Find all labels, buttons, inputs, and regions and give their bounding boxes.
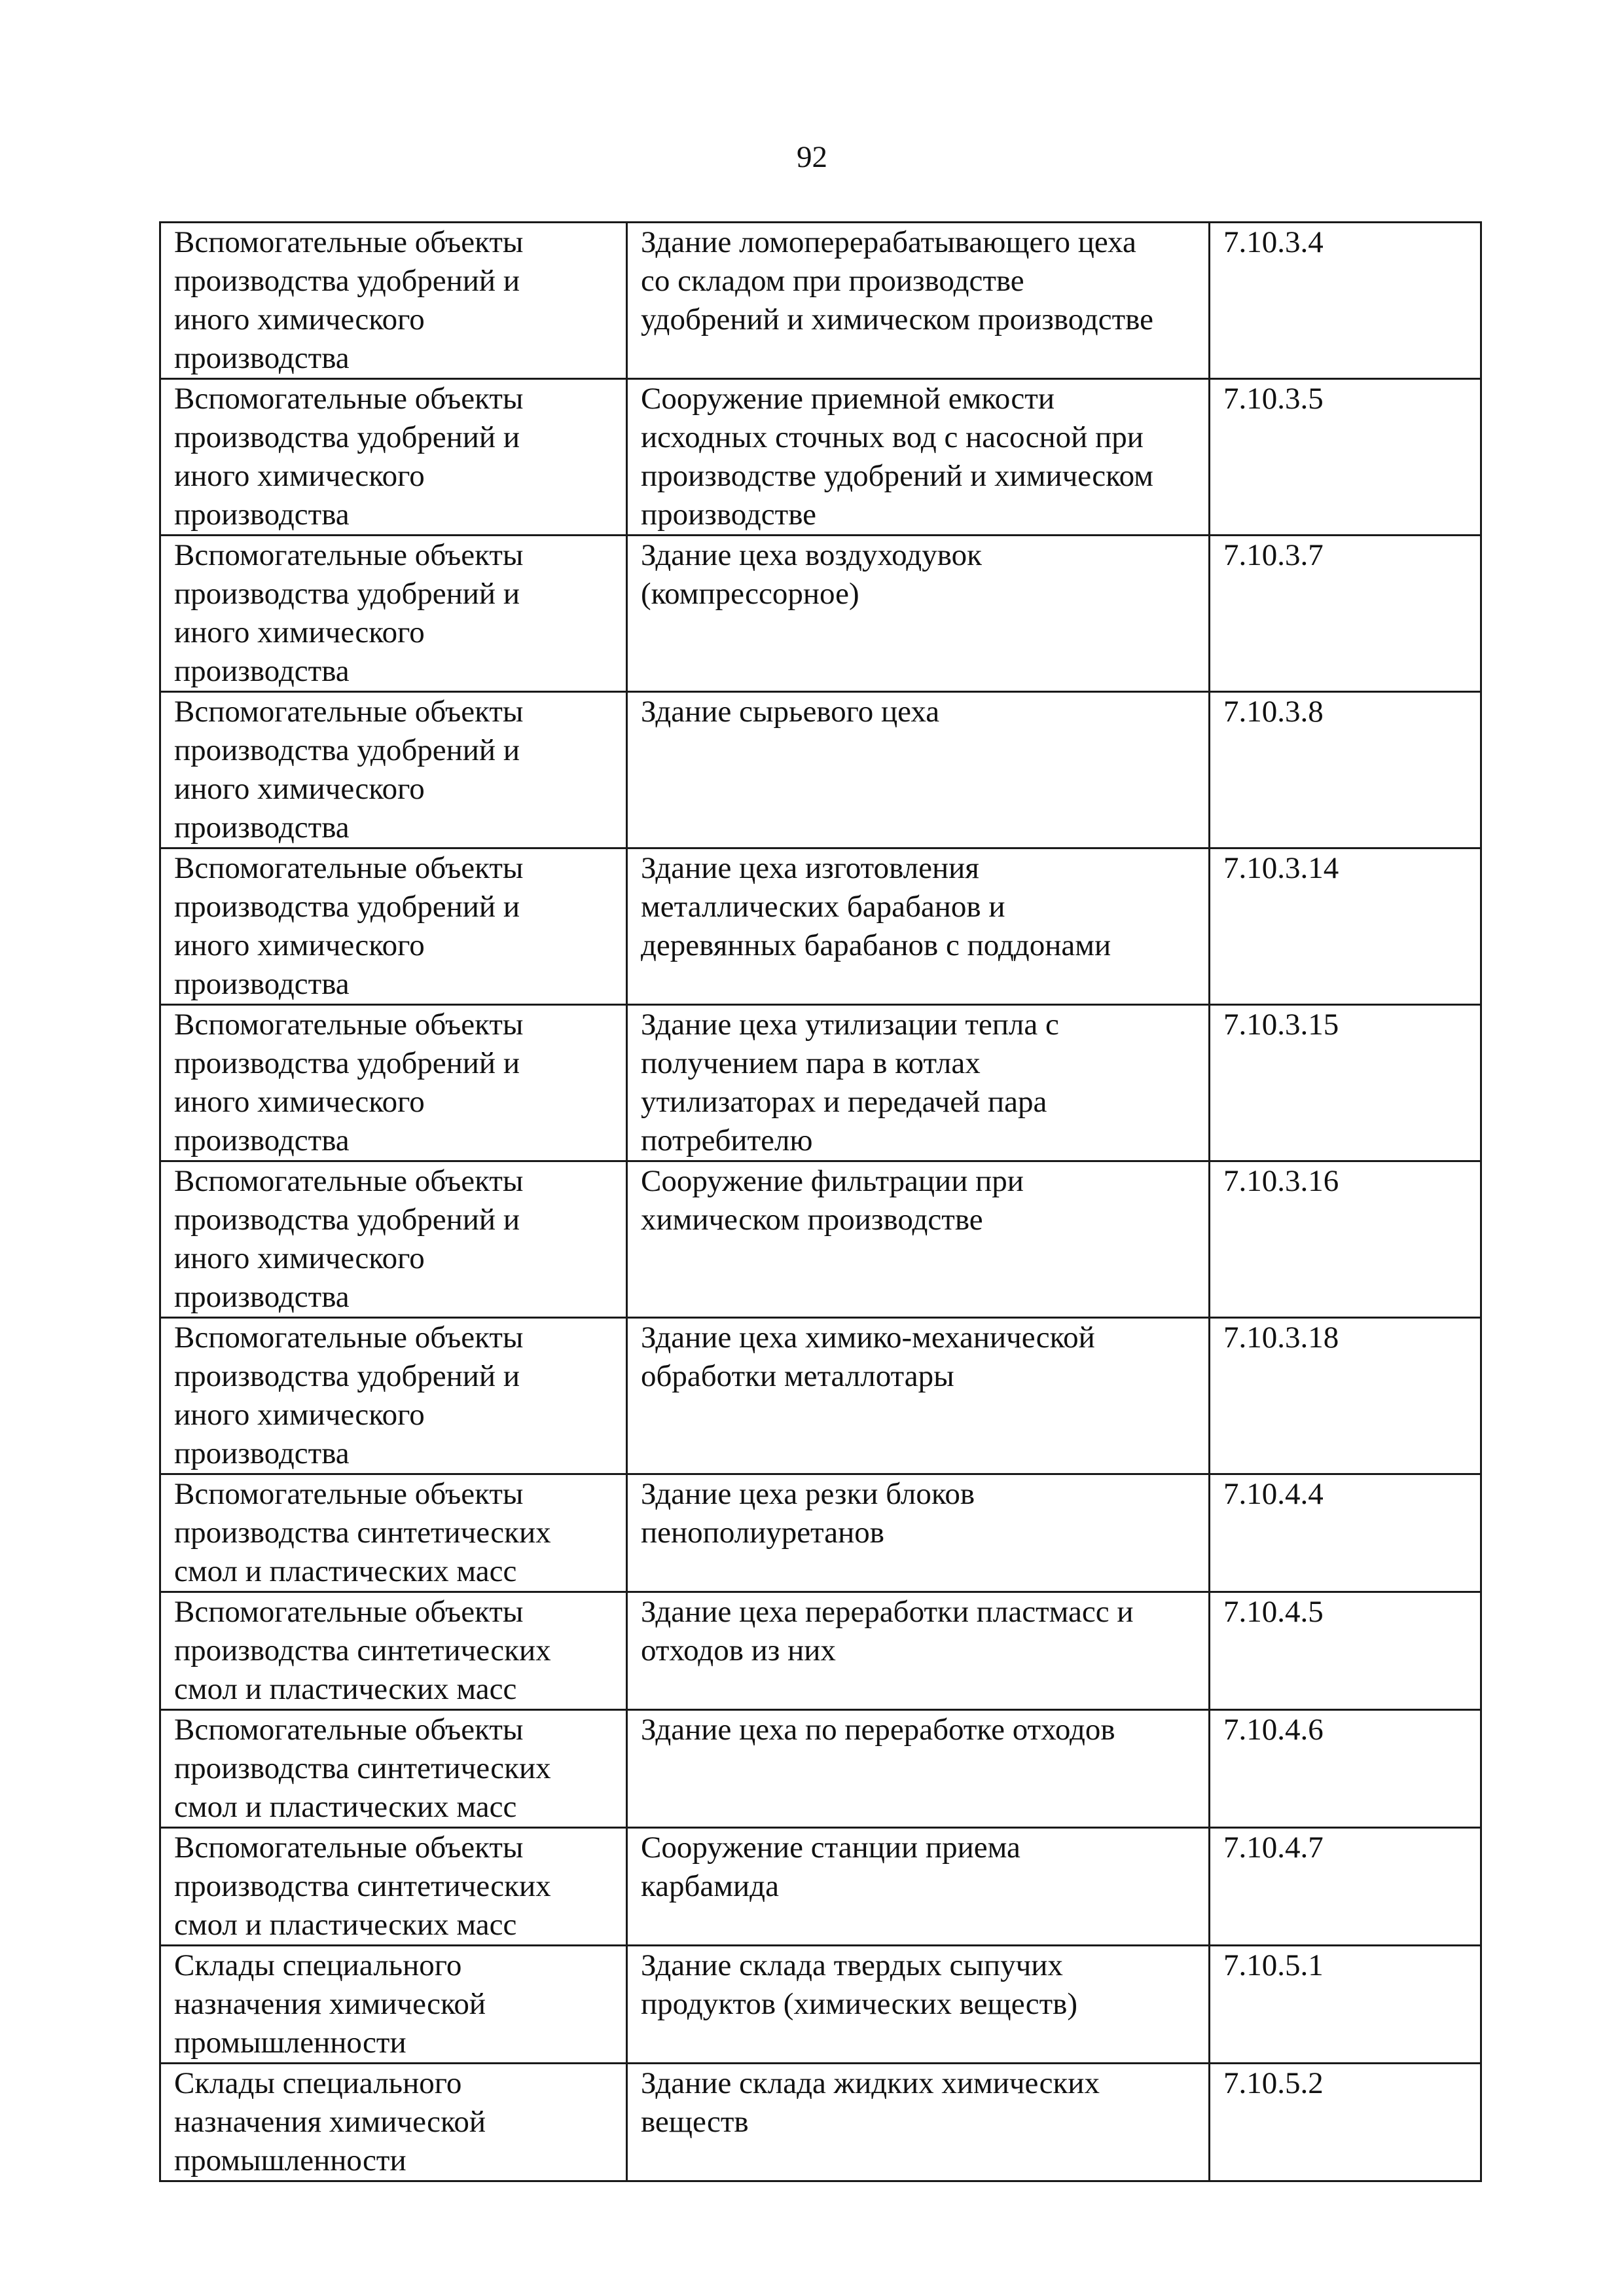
table-body bbox=[160, 223, 1481, 2181]
table-row bbox=[160, 1946, 1481, 2064]
table-row bbox=[160, 379, 1481, 536]
code-cell: 7.10.4.4 bbox=[1210, 1474, 1481, 1592]
table-row bbox=[160, 1592, 1481, 1710]
page-number: 92 bbox=[797, 140, 827, 174]
objects-table bbox=[159, 221, 1482, 2182]
object-cell: Сооружение приемной емкости исходных сточных вод с насосной при производстве удобрений и химическом производстве bbox=[627, 379, 1210, 536]
code-cell: 7.10.4.6 bbox=[1210, 1710, 1481, 1828]
table-row bbox=[160, 1474, 1481, 1592]
table-row bbox=[160, 536, 1481, 692]
category-cell: Вспомогательные объекты производства удобрений и иного химического производства bbox=[160, 379, 627, 536]
category-cell: Вспомогательные объекты производства удобрений и иного химического производства bbox=[160, 536, 627, 692]
category-cell: Вспомогательные объекты производства удобрений и иного химического производства bbox=[160, 692, 627, 848]
category-cell: Вспомогательные объекты производства синтетических смол и пластических масс bbox=[160, 1828, 627, 1946]
object-cell: Здание цеха химико-механической обработки металлотары bbox=[627, 1318, 1210, 1474]
object-cell: Здание цеха резки блоков пенополиуретанов bbox=[627, 1474, 1210, 1592]
object-cell: Здание цеха воздуходувок (компрессорное) bbox=[627, 536, 1210, 692]
object-cell: Сооружение станции приема карбамида bbox=[627, 1828, 1210, 1946]
object-cell: Здание цеха переработки пластмасс и отходов из них bbox=[627, 1592, 1210, 1710]
object-cell: Здание склада жидких химических веществ bbox=[627, 2064, 1210, 2181]
category-cell: Вспомогательные объекты производства удобрений и иного химического производства bbox=[160, 1005, 627, 1161]
object-cell: Здание цеха изготовления металлических барабанов и деревянных барабанов с поддонами bbox=[627, 848, 1210, 1005]
category-cell: Вспомогательные объекты производства синтетических смол и пластических масс bbox=[160, 1710, 627, 1828]
category-cell: Склады специального назначения химической промышленности bbox=[160, 1946, 627, 2064]
object-cell: Здание ломоперерабатывающего цеха со складом при производстве удобрений и химическом производстве bbox=[627, 223, 1210, 379]
object-cell: Здание цеха утилизации тепла с получением пара в котлах утилизаторах и передачей пара потребителю bbox=[627, 1005, 1210, 1161]
table-row bbox=[160, 1318, 1481, 1474]
table-row bbox=[160, 692, 1481, 848]
code-cell: 7.10.3.16 bbox=[1210, 1161, 1481, 1318]
object-cell: Здание цеха по переработке отходов bbox=[627, 1710, 1210, 1828]
category-cell: Вспомогательные объекты производства удобрений и иного химического производства bbox=[160, 1318, 627, 1474]
table-row bbox=[160, 1710, 1481, 1828]
category-cell: Вспомогательные объекты производства удобрений и иного химического производства bbox=[160, 1161, 627, 1318]
code-cell: 7.10.3.4 bbox=[1210, 223, 1481, 379]
category-cell: Вспомогательные объекты производства синтетических смол и пластических масс bbox=[160, 1474, 627, 1592]
code-cell: 7.10.3.18 bbox=[1210, 1318, 1481, 1474]
code-cell: 7.10.3.5 bbox=[1210, 379, 1481, 536]
category-cell: Склады специального назначения химической промышленности bbox=[160, 2064, 627, 2181]
table-row bbox=[160, 848, 1481, 1005]
object-cell: Здание сырьевого цеха bbox=[627, 692, 1210, 848]
table-row bbox=[160, 1828, 1481, 1946]
code-cell: 7.10.4.5 bbox=[1210, 1592, 1481, 1710]
object-cell: Здание склада твердых сыпучих продуктов (химических веществ) bbox=[627, 1946, 1210, 2064]
category-cell: Вспомогательные объекты производства удобрений и иного химического производства bbox=[160, 848, 627, 1005]
table-row bbox=[160, 2064, 1481, 2181]
code-cell: 7.10.3.7 bbox=[1210, 536, 1481, 692]
code-cell: 7.10.5.1 bbox=[1210, 1946, 1481, 2064]
category-cell: Вспомогательные объекты производства удобрений и иного химического производства bbox=[160, 223, 627, 379]
code-cell: 7.10.5.2 bbox=[1210, 2064, 1481, 2181]
table-row bbox=[160, 223, 1481, 379]
table-row bbox=[160, 1005, 1481, 1161]
code-cell: 7.10.3.8 bbox=[1210, 692, 1481, 848]
table-row bbox=[160, 1161, 1481, 1318]
code-cell: 7.10.3.15 bbox=[1210, 1005, 1481, 1161]
code-cell: 7.10.3.14 bbox=[1210, 848, 1481, 1005]
object-cell: Сооружение фильтрации при химическом производстве bbox=[627, 1161, 1210, 1318]
code-cell: 7.10.4.7 bbox=[1210, 1828, 1481, 1946]
category-cell: Вспомогательные объекты производства синтетических смол и пластических масс bbox=[160, 1592, 627, 1710]
